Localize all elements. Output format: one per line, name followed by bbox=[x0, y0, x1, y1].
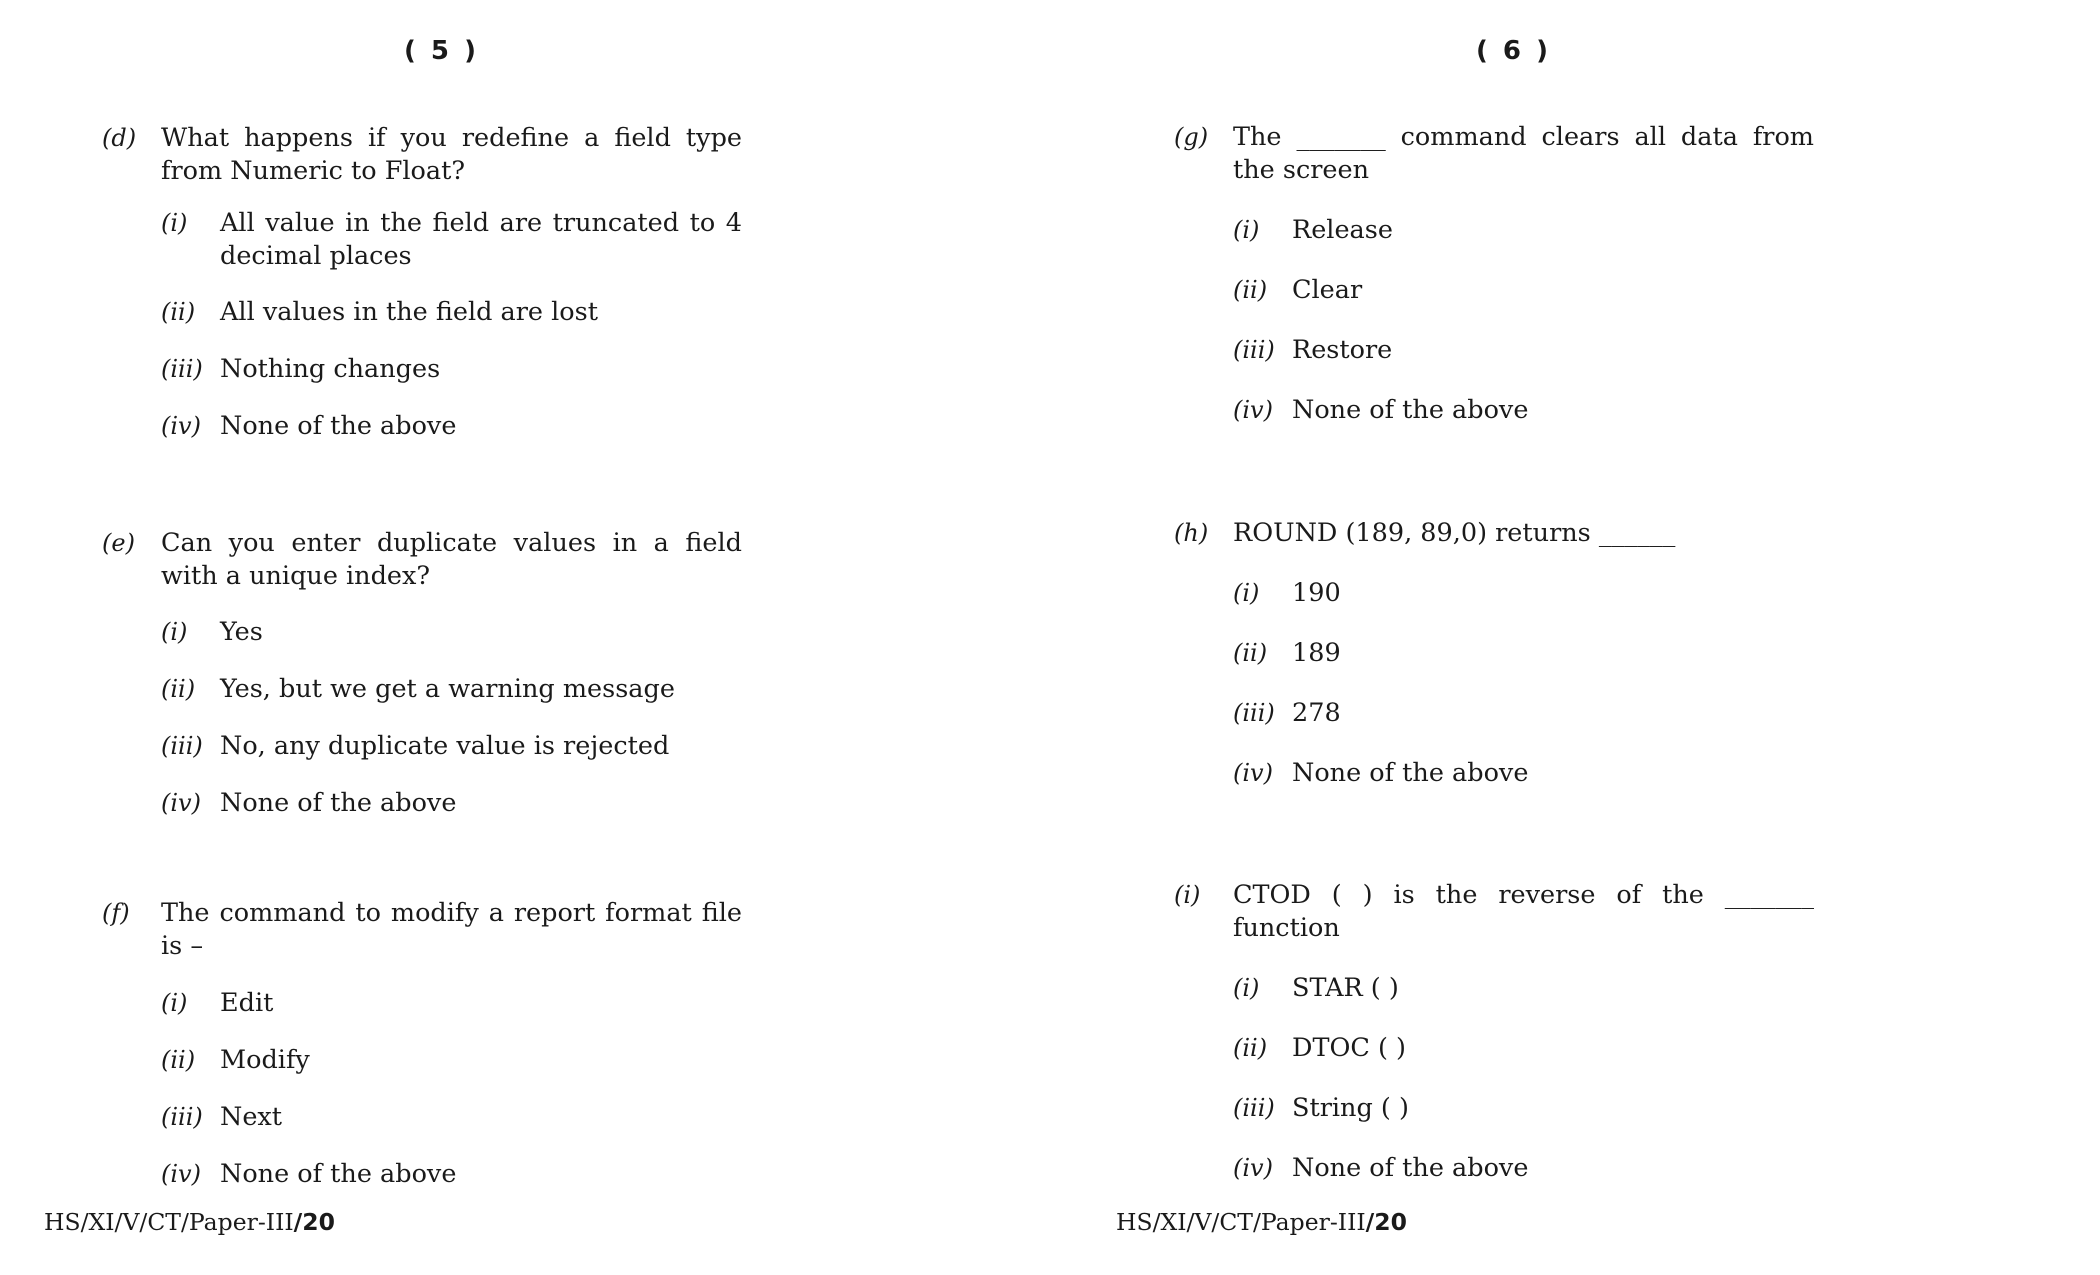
option-text: Clear bbox=[1292, 275, 1363, 305]
option-text: DTOC ( ) bbox=[1292, 1033, 1406, 1063]
question-label: (g) bbox=[1174, 123, 1209, 151]
question-text: Can you enter duplicate values in a field with a unique index? bbox=[161, 528, 742, 591]
question-stem bbox=[1174, 121, 1814, 187]
option-label: (iv) bbox=[161, 412, 201, 440]
option bbox=[1174, 214, 1814, 247]
option-label: (iii) bbox=[161, 355, 203, 383]
option-text: All values in the field are lost bbox=[220, 297, 598, 327]
option-label: (iii) bbox=[1233, 1094, 1275, 1122]
footer-code: HS/XI/V/CT/Paper-III bbox=[1116, 1208, 1366, 1236]
option bbox=[102, 730, 742, 763]
option-text: Yes bbox=[220, 617, 263, 647]
question-text: The command to modify a report format file is – bbox=[161, 898, 742, 961]
option-label: (ii) bbox=[1233, 639, 1268, 667]
question-label: (i) bbox=[1174, 881, 1201, 909]
option bbox=[102, 410, 742, 443]
option-label: (i) bbox=[161, 209, 188, 237]
question-text: What happens if you redefine a field type from Numeric to Float? bbox=[161, 123, 742, 186]
option-label: (ii) bbox=[1233, 1034, 1268, 1062]
option bbox=[102, 616, 742, 649]
option bbox=[102, 1044, 742, 1077]
option-label: (iv) bbox=[1233, 396, 1273, 424]
question-stem bbox=[102, 897, 742, 963]
option bbox=[1174, 1032, 1814, 1065]
option-text: All value in the field are truncated to 4 decimal places bbox=[220, 208, 742, 271]
footer-code: HS/XI/V/CT/Paper-III bbox=[44, 1208, 294, 1236]
option-label: (iii) bbox=[1233, 699, 1275, 727]
option-text: None of the above bbox=[1292, 758, 1529, 788]
option-text: Next bbox=[220, 1102, 283, 1132]
option-label: (iv) bbox=[1233, 1154, 1273, 1182]
option-label: (i) bbox=[1233, 579, 1260, 607]
option bbox=[1174, 697, 1814, 730]
option-text: None of the above bbox=[1292, 395, 1529, 425]
option-text: 278 bbox=[1292, 698, 1341, 728]
footer-right bbox=[1116, 1208, 1407, 1236]
question-label: (f) bbox=[102, 899, 130, 927]
question-f bbox=[102, 897, 742, 1191]
option bbox=[1174, 334, 1814, 367]
page-number-right: ( 6 ) bbox=[1476, 36, 1551, 66]
question-e bbox=[102, 527, 742, 820]
option-text: 189 bbox=[1292, 638, 1341, 668]
option-text: Release bbox=[1292, 215, 1393, 245]
question-stem bbox=[102, 527, 742, 593]
page-number-left: ( 5 ) bbox=[404, 36, 479, 66]
option-label: (ii) bbox=[161, 1046, 196, 1074]
question-d bbox=[102, 122, 742, 443]
option-text: Yes, but we get a warning message bbox=[220, 674, 675, 704]
option-label: (iii) bbox=[161, 1103, 203, 1131]
option-text: None of the above bbox=[1292, 1153, 1529, 1183]
option-text: Nothing changes bbox=[220, 354, 441, 384]
option bbox=[102, 296, 742, 329]
question-label: (h) bbox=[1174, 519, 1209, 547]
option bbox=[102, 987, 742, 1020]
option bbox=[1174, 274, 1814, 307]
option-text: String ( ) bbox=[1292, 1093, 1409, 1123]
question-i bbox=[1174, 879, 1814, 1185]
option bbox=[102, 673, 742, 706]
option-label: (i) bbox=[161, 618, 188, 646]
question-stem bbox=[1174, 879, 1814, 945]
question-text: ROUND (189, 89,0) returns ______ bbox=[1233, 518, 1676, 548]
option-text: STAR ( ) bbox=[1292, 973, 1399, 1003]
option-label: (i) bbox=[1233, 216, 1260, 244]
option-label: (iv) bbox=[161, 1160, 201, 1188]
option-label: (ii) bbox=[161, 298, 196, 326]
option bbox=[102, 1101, 742, 1134]
option-label: (i) bbox=[1233, 974, 1260, 1002]
footer-left bbox=[44, 1208, 335, 1236]
option-label: (iv) bbox=[1233, 759, 1273, 787]
option-label: (ii) bbox=[161, 675, 196, 703]
option-text: Restore bbox=[1292, 335, 1393, 365]
question-text: The _______ command clears all data from the screen bbox=[1233, 122, 1814, 185]
option-text: None of the above bbox=[220, 411, 457, 441]
option bbox=[1174, 972, 1814, 1005]
option-text: 190 bbox=[1292, 578, 1341, 608]
footer-suffix: /20 bbox=[293, 1208, 335, 1236]
option-label: (iv) bbox=[161, 789, 201, 817]
question-stem bbox=[102, 122, 742, 188]
option-label: (iii) bbox=[1233, 336, 1275, 364]
option-text: No, any duplicate value is rejected bbox=[220, 731, 670, 761]
option bbox=[1174, 394, 1814, 427]
option bbox=[1174, 1152, 1814, 1185]
option bbox=[1174, 577, 1814, 610]
footer-suffix: /20 bbox=[1365, 1208, 1407, 1236]
option-text: Edit bbox=[220, 988, 274, 1018]
option-text: Modify bbox=[220, 1045, 310, 1075]
question-label: (d) bbox=[102, 124, 137, 152]
option-text: None of the above bbox=[220, 788, 457, 818]
option-label: (i) bbox=[161, 989, 188, 1017]
question-text: CTOD ( ) is the reverse of the _______ function bbox=[1233, 880, 1814, 943]
option bbox=[102, 353, 742, 386]
question-label: (e) bbox=[102, 529, 135, 557]
option bbox=[102, 787, 742, 820]
question-stem bbox=[1174, 517, 1814, 550]
option bbox=[102, 1158, 742, 1191]
option bbox=[1174, 637, 1814, 670]
option-text: None of the above bbox=[220, 1159, 457, 1189]
option-label: (iii) bbox=[161, 732, 203, 760]
option bbox=[1174, 757, 1814, 790]
question-g bbox=[1174, 121, 1814, 427]
option-label: (ii) bbox=[1233, 276, 1268, 304]
question-h bbox=[1174, 517, 1814, 790]
option bbox=[1174, 1092, 1814, 1125]
option bbox=[102, 207, 742, 273]
